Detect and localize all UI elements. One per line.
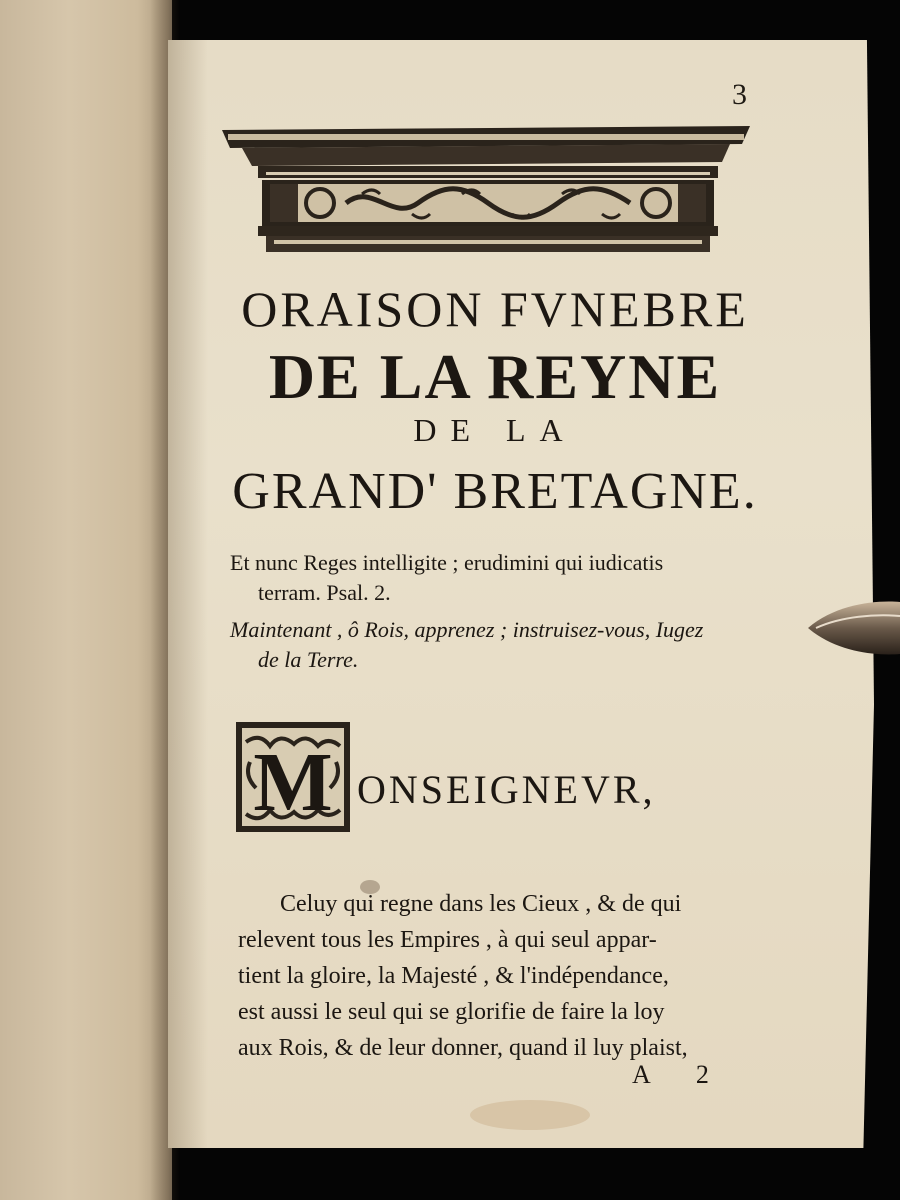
- body-line-3: tient la gloire, la Majesté , & l'indépendance,: [238, 963, 669, 989]
- body-line-4: est aussi le seul qui se glorifie de faire la loy: [238, 999, 665, 1025]
- signature-mark: A 2: [632, 1060, 729, 1089]
- epigraph-french-line-2: de la Terre.: [258, 647, 359, 672]
- page-gutter: [168, 40, 208, 1148]
- epigraph-latin-line-2: terram. Psal. 2.: [258, 580, 391, 605]
- page-number: 3: [732, 78, 747, 111]
- metal-bookmark: [806, 598, 900, 658]
- title-line-4: GRAND' BRETAGNE.: [232, 463, 758, 520]
- woodcut-headpiece: [222, 122, 750, 260]
- dropcap-letter: M: [253, 736, 333, 829]
- title-line-3: DE LA: [413, 412, 577, 448]
- epigraph-latin: [230, 548, 770, 608]
- body-line-2: relevent tous les Empires , à qui seul appar-: [238, 927, 657, 953]
- body-text: [238, 886, 788, 1066]
- salutation: ONSEIGNEVR,: [357, 767, 656, 812]
- ornamental-dropcap: [236, 722, 350, 832]
- epigraph-latin-line-1: Et nunc Reges intelligite ; erudimini qui iudicatis: [230, 550, 664, 575]
- title-line-2: DE LA REYNE: [268, 341, 722, 412]
- title-line-1: ORAISON FVNEBRE: [241, 281, 749, 337]
- epigraph-french-line-1: Maintenant , ô Rois, apprenez ; instruisez-vous, Iugez: [230, 617, 704, 642]
- epigraph-french: [230, 615, 770, 675]
- paper-stain: [470, 1100, 590, 1130]
- body-line-1: Celuy qui regne dans les Cieux , & de qui: [280, 891, 682, 917]
- left-page: [0, 0, 172, 1200]
- body-line-5: aux Rois, & de leur donner, quand il luy plaist,: [238, 1035, 688, 1061]
